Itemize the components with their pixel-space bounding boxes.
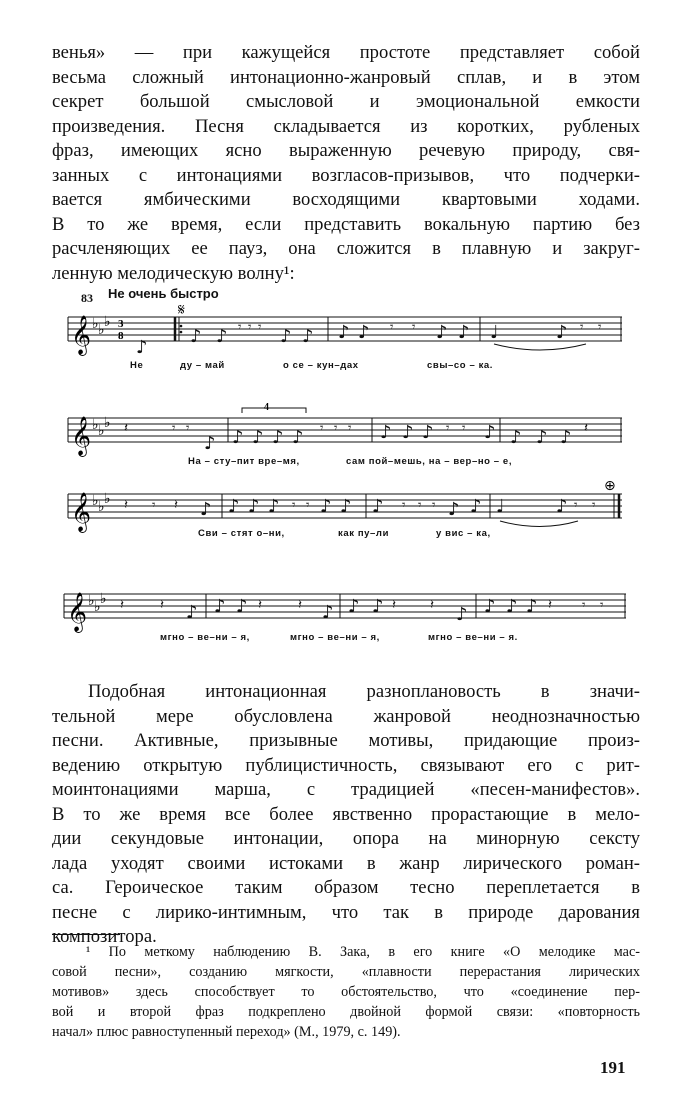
svg-text:♪: ♪ — [216, 326, 228, 347]
staff-system-2 — [0, 390, 680, 465]
svg-text:♪: ♪ — [556, 322, 568, 343]
svg-text:♪: ♪ — [484, 422, 496, 443]
staff-system-4 — [0, 580, 680, 640]
svg-text:⊕: ⊕ — [604, 478, 616, 494]
text-line: вается ямбическими восходящими квартовыми ходами. — [52, 189, 640, 210]
svg-text:♪: ♪ — [348, 596, 360, 617]
svg-text:♪: ♪ — [228, 496, 240, 517]
svg-text:♩: ♩ — [496, 496, 505, 517]
svg-text:𝄽: 𝄽 — [124, 421, 128, 436]
svg-text:♪: ♪ — [248, 496, 260, 517]
footnote-line: вой и второй фраз подкреплено двойной формой связи: «повторность — [52, 1004, 640, 1020]
svg-text:♭: ♭ — [94, 599, 101, 615]
svg-text:♪: ♪ — [268, 496, 280, 517]
svg-text:♭: ♭ — [104, 415, 111, 431]
svg-text:♪: ♪ — [186, 602, 198, 623]
svg-text:♪: ♪ — [484, 596, 496, 617]
svg-text:𝄾: 𝄾 — [600, 598, 604, 613]
text-line: моинтонациями марша, с традицией «песен-манифестов». — [52, 779, 640, 800]
text-line: фраз, имеющих ясно выраженную речевую природу, свя- — [52, 140, 640, 161]
text-line: дии секундовые интонации, опора на минорную сексту — [52, 828, 640, 849]
svg-text:♪: ♪ — [372, 596, 384, 617]
svg-text:𝄞: 𝄞 — [71, 416, 92, 456]
svg-text:♪: ♪ — [510, 427, 522, 448]
footnote-line: начал» плюс равноступенный переход» (М., 1979, с. 149). — [52, 1024, 401, 1040]
svg-text:♭: ♭ — [92, 493, 99, 509]
svg-text:♪: ♪ — [506, 596, 518, 617]
svg-text:𝄽: 𝄽 — [584, 421, 588, 436]
svg-text:♪: ♪ — [436, 322, 448, 343]
footnote-line: ¹ По меткому наблюдению В. Зака, в его книге «О мелодике мас- — [86, 944, 640, 960]
tempo-marking: Не очень быстро — [108, 286, 219, 301]
footnote-rule — [52, 934, 120, 935]
svg-text:♭: ♭ — [98, 423, 105, 439]
svg-text:♭: ♭ — [92, 417, 99, 433]
svg-text:♪: ♪ — [380, 422, 392, 443]
svg-text:𝄽: 𝄽 — [430, 598, 434, 613]
svg-text:𝄾: 𝄾 — [306, 498, 310, 513]
footnote — [52, 942, 640, 1042]
svg-text:♪: ♪ — [190, 326, 202, 347]
text-line: В то же время все более явственно прорастающие в мело- — [52, 803, 640, 825]
svg-text:𝄽: 𝄽 — [258, 598, 262, 613]
text-line: Подобная интонационная разноплановость в значи- — [88, 681, 640, 702]
svg-text:♪: ♪ — [422, 422, 434, 443]
tuplet-number: 4 — [264, 402, 269, 413]
svg-text:𝄾: 𝄾 — [582, 598, 586, 613]
svg-text:𝄾: 𝄾 — [390, 320, 394, 335]
svg-text:♭: ♭ — [98, 499, 105, 515]
svg-text:♪: ♪ — [236, 596, 248, 617]
svg-text:𝄾: 𝄾 — [402, 498, 406, 513]
svg-text:♪: ♪ — [252, 427, 264, 448]
lyric-syllables: сам пой–мешь, на – вер–но – е, — [346, 456, 513, 467]
svg-text:𝄾: 𝄾 — [462, 421, 466, 436]
svg-text:𝄾: 𝄾 — [592, 498, 596, 513]
svg-text:♪: ♪ — [556, 496, 568, 517]
svg-text:𝄾: 𝄾 — [580, 320, 584, 335]
svg-text:𝄾: 𝄾 — [172, 421, 176, 436]
text-line: тельной мере обусловлена жанровой неоднозначностью — [52, 705, 640, 727]
lyric-syllables: мгно – ве–ни – я, — [290, 632, 380, 643]
svg-text:♭: ♭ — [98, 322, 105, 338]
footnote-line: мотивов» здесь способствует то обстоятельство, что «соединение пер- — [52, 984, 640, 1000]
example-number: 83 — [81, 291, 93, 305]
text-line: занных с интонациями возгласов-призывов, что подчерки- — [52, 164, 640, 186]
svg-text:♭: ♭ — [104, 314, 111, 330]
svg-text:𝄽: 𝄽 — [392, 598, 396, 613]
page-number: 191 — [600, 1058, 626, 1077]
lyric-syllables: ду – май — [180, 360, 225, 371]
svg-text:𝄽: 𝄽 — [174, 498, 178, 513]
svg-text:𝄾: 𝄾 — [258, 320, 262, 335]
text-line: венья» — при кажущейся простоте представляет собой — [52, 42, 640, 63]
svg-text:♭: ♭ — [88, 593, 95, 609]
svg-text:𝄾: 𝄾 — [320, 421, 324, 436]
paragraph-1 — [52, 41, 640, 286]
lyric-syllables: На – сту–пит вре–мя, — [188, 456, 300, 467]
svg-text:8: 8 — [118, 330, 124, 342]
svg-text:♪: ♪ — [448, 499, 460, 520]
svg-text:♩: ♩ — [490, 322, 499, 343]
paragraph-2 — [52, 680, 640, 950]
svg-text:♪: ♪ — [470, 496, 482, 517]
svg-text:♪: ♪ — [302, 326, 314, 347]
svg-text:𝄽: 𝄽 — [298, 598, 302, 613]
svg-text:𝄾: 𝄾 — [412, 320, 416, 335]
svg-text:♭: ♭ — [104, 491, 111, 507]
svg-text:♪: ♪ — [280, 326, 292, 347]
text-line: песни. Активные, призывные мотивы, придающие произ- — [52, 730, 640, 751]
svg-text:𝄾: 𝄾 — [348, 421, 352, 436]
svg-text:𝄞: 𝄞 — [67, 592, 88, 632]
svg-text:𝄾: 𝄾 — [334, 421, 338, 436]
svg-text:𝄽: 𝄽 — [548, 598, 552, 613]
svg-text:♪: ♪ — [526, 596, 538, 617]
lyric-syllables: мгно – ве–ни – я. — [428, 632, 518, 643]
lyric-syllables: у вис – ка, — [436, 528, 491, 539]
svg-text:𝄾: 𝄾 — [574, 498, 578, 513]
svg-text:𝄞: 𝄞 — [71, 315, 92, 355]
text-line: В то же время, если представить вокальную партию без — [52, 213, 640, 235]
svg-text:𝄽: 𝄽 — [124, 498, 128, 513]
svg-text:3: 3 — [118, 318, 124, 330]
svg-text:♪: ♪ — [320, 496, 332, 517]
svg-text:♪: ♪ — [340, 496, 352, 517]
svg-text:𝄾: 𝄾 — [238, 320, 242, 335]
svg-text:𝄋: 𝄋 — [178, 300, 185, 319]
svg-text:♪: ♪ — [232, 427, 244, 448]
text-line: са. Героическое таким образом тесно переплетается в — [52, 877, 640, 898]
svg-text:𝄞: 𝄞 — [71, 492, 92, 532]
text-line: композитора. — [52, 926, 157, 947]
text-line: ведению открытую публицистичность, связывают его с рит- — [52, 754, 640, 776]
text-line: ленную мелодическую волну¹: — [52, 262, 295, 284]
svg-text:♪: ♪ — [204, 433, 216, 454]
text-line: произведения. Песня складывается из коротких, рубленых — [52, 115, 640, 137]
svg-text:♪: ♪ — [272, 427, 284, 448]
text-line: лада уходят своими истоками в жанр лирического роман- — [52, 852, 640, 874]
svg-text:♪: ♪ — [338, 322, 350, 343]
svg-text:𝄾: 𝄾 — [418, 498, 422, 513]
svg-text:♭: ♭ — [100, 591, 107, 607]
svg-text:𝄾: 𝄾 — [248, 320, 252, 335]
svg-text:𝄽: 𝄽 — [160, 598, 164, 613]
lyric-syllables: мгно – ве–ни – я, — [160, 632, 250, 643]
lyric-syllables: Сви – стят о–ни, — [198, 528, 285, 539]
svg-text:𝄾: 𝄾 — [186, 421, 190, 436]
text-line: расчленяющих ее пауз, она сложится в плавную и закруг- — [52, 238, 640, 259]
text-line: песне с лирико-интимным, что так в природе дарования — [52, 901, 640, 923]
svg-text:𝄽: 𝄽 — [120, 598, 124, 613]
svg-text:♪: ♪ — [358, 322, 370, 343]
svg-text:♪: ♪ — [200, 499, 212, 520]
lyric-syllables: Не — [130, 360, 144, 371]
svg-text:♪: ♪ — [372, 496, 384, 517]
lyric-syllables: о се – кун–дах — [283, 360, 359, 371]
svg-text:𝄾: 𝄾 — [432, 498, 436, 513]
svg-text:𝄾: 𝄾 — [152, 498, 156, 513]
svg-text:♪: ♪ — [136, 337, 148, 358]
svg-text:♪: ♪ — [456, 604, 468, 625]
svg-text:♪: ♪ — [560, 427, 572, 448]
text-line: весьма сложный интонационно-жанровый сплав, и в этом — [52, 66, 640, 88]
footnote-line: совой песни», созданию мягкости, «плавности перерастания лирических — [52, 964, 640, 980]
svg-text:♪: ♪ — [458, 322, 470, 343]
svg-text:♪: ♪ — [322, 602, 334, 623]
lyric-syllables: как пу–ли — [338, 528, 390, 539]
svg-text:♪: ♪ — [402, 422, 414, 443]
svg-text:♭: ♭ — [92, 316, 99, 332]
svg-text:♪: ♪ — [536, 427, 548, 448]
text-line: секрет большой смысловой и эмоциональной емкости — [52, 91, 640, 112]
svg-text:𝄾: 𝄾 — [598, 320, 602, 335]
svg-text:♪: ♪ — [292, 427, 304, 448]
svg-text:𝄾: 𝄾 — [292, 498, 296, 513]
lyric-syllables: свы–со – ка. — [427, 360, 494, 371]
svg-text:♪: ♪ — [214, 596, 226, 617]
svg-text:𝄾: 𝄾 — [446, 421, 450, 436]
